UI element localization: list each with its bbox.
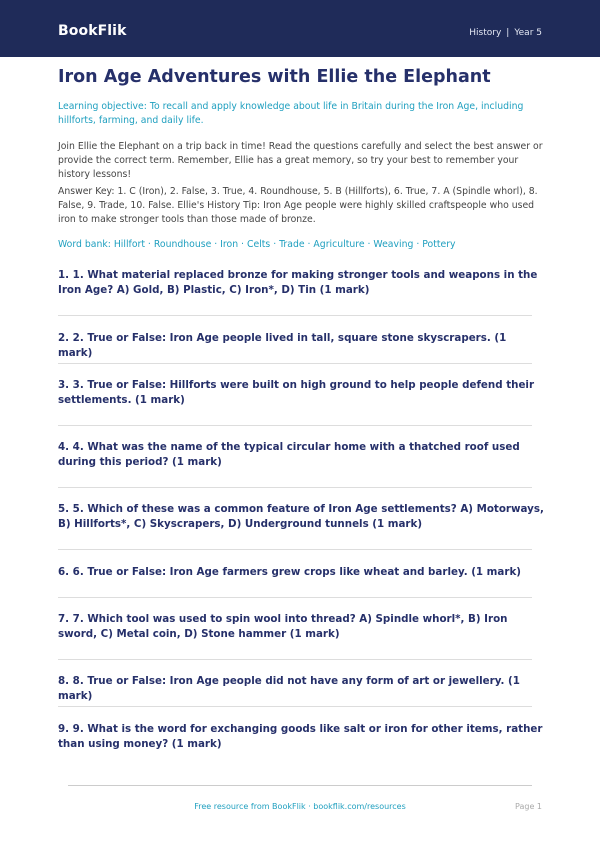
answer-line xyxy=(58,315,532,316)
question-8: 8. 8. True or False: Iron Age people did not have any form of art or jewellery. (1 mark) xyxy=(58,675,520,702)
brand-logo[interactable]: BookFlik xyxy=(58,23,127,39)
header-bar xyxy=(0,0,600,57)
learning-objective: Learning objective: To recall and apply knowledge about life in Britain during the Iron Age, including hillforts, farming, and daily life. xyxy=(58,101,524,126)
answer-key: Answer Key: 1. C (Iron), 2. False, 3. True, 4. Roundhouse, 5. B (Hillforts), 6. True, 7. A (Spindle whorl), 8. False, 9. Trade, 10. False. Ellie's History Tip: Iron Age people were highly skilled craftspeople who used iron to make stronger tools than those made of bronze. xyxy=(58,186,538,225)
question-5: 5. 5. Which of these was a common feature of Iron Age settlements? A) Motorways, B) Hillforts*, C) Skyscrapers, D) Underground tunnels (1 mark) xyxy=(58,503,544,530)
footer-divider xyxy=(68,785,532,786)
question-7: 7. 7. Which tool was used to spin wool into thread? A) Spindle whorl*, B) Iron sword, C) Metal coin, D) Stone hammer (1 mark) xyxy=(58,613,508,640)
answer-line xyxy=(58,487,532,488)
question-9: 9. 9. What is the word for exchanging goods like salt or iron for other items, rather than using money? (1 mark) xyxy=(58,723,543,750)
answer-line xyxy=(58,659,532,660)
subject-label: History xyxy=(469,28,502,38)
breadcrumb-separator: | xyxy=(506,28,510,38)
answer-line xyxy=(58,597,532,598)
answer-line xyxy=(58,706,532,707)
footer-link[interactable]: Free resource from BookFlik · bookflik.com/resources xyxy=(194,802,406,811)
question-6: 6. 6. True or False: Iron Age farmers grew crops like wheat and barley. (1 mark) xyxy=(58,566,521,578)
page-number: Page 1 xyxy=(515,802,542,811)
word-bank: Word bank: Hillfort · Roundhouse · Iron · Celts · Trade · Agriculture · Weaving · Pottery xyxy=(58,239,456,250)
question-2: 2. 2. True or False: Iron Age people lived in tall, square stone skyscrapers. (1 mark) xyxy=(58,332,507,359)
page-title: Iron Age Adventures with Ellie the Elephant xyxy=(58,67,491,87)
intro-text: Join Ellie the Elephant on a trip back in time! Read the questions carefully and select the best answer or provide the correct term. Remember, Ellie has a great memory, so try your best to remember your history lessons! xyxy=(58,141,543,180)
question-3: 3. 3. True or False: Hillforts were built on high ground to help people defend their settlements. (1 mark) xyxy=(58,379,535,406)
question-4: 4. 4. What was the name of the typical circular home with a thatched roof used during this period? (1 mark) xyxy=(58,441,520,468)
question-1: 1. 1. What material replaced bronze for making stronger tools and weapons in the Iron Age? A) Gold, B) Plastic, C) Iron*, D) Tin (1 mark) xyxy=(58,269,538,296)
answer-line xyxy=(58,425,532,426)
answer-line xyxy=(58,363,532,364)
year-label: Year 5 xyxy=(514,28,542,38)
breadcrumb xyxy=(469,28,542,38)
answer-line xyxy=(58,549,532,550)
